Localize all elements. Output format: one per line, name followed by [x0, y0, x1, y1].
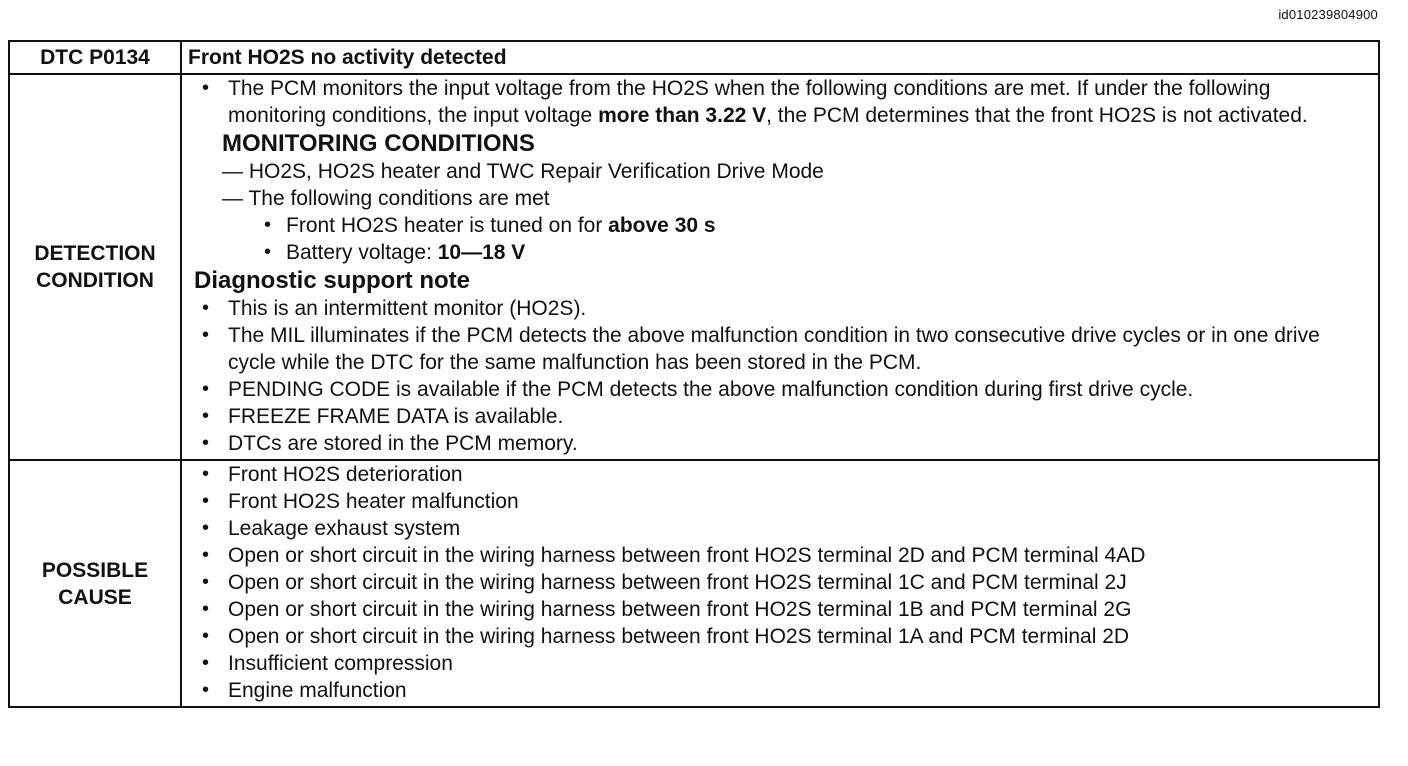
detection-label-line1: DETECTION: [34, 242, 156, 265]
dtc-title-cell: [181, 41, 1379, 74]
cause-item: • Front HO2S deterioration: [194, 461, 1368, 488]
cause-item: • Open or short circuit in the wiring harness between front HO2S terminal 1A and PCM terminal 2D: [194, 623, 1368, 650]
sub-condition: • Front HO2S heater is tuned on for above 30 s: [254, 212, 1368, 239]
table-header-row: [9, 41, 1379, 74]
sub-condition: • Battery voltage: 10—18 V: [254, 239, 1368, 266]
dtc-table: [8, 40, 1380, 708]
possible-cause-row: [9, 460, 1379, 707]
diagnostic-note-heading: Diagnostic support note: [194, 267, 470, 294]
voltage-threshold: more than 3.22 V: [598, 104, 767, 127]
document-id: id010239804900: [1278, 7, 1378, 22]
note-item: • PENDING CODE is available if the PCM detects the above malfunction condition during first drive cycle.: [194, 376, 1368, 403]
detection-intro: • The PCM monitors the input voltage from the HO2S when the following conditions are met. If under the following monitoring conditions, the input voltage more than 3.22 V, the PCM determines that the front HO2S is not activated.: [194, 75, 1368, 129]
detection-condition-row: [9, 74, 1379, 460]
dtc-code-cell: [9, 41, 181, 74]
cause-item: • Front HO2S heater malfunction: [194, 488, 1368, 515]
dtc-title: Front HO2S no activity detected: [188, 46, 507, 69]
cause-item: • Engine malfunction: [194, 677, 1368, 704]
note-item: • This is an intermittent monitor (HO2S).: [194, 295, 1368, 322]
cause-item: • Leakage exhaust system: [194, 515, 1368, 542]
cause-item: • Insufficient compression: [194, 650, 1368, 677]
dtc-code: DTC P0134: [40, 46, 150, 69]
cause-item: • Open or short circuit in the wiring harness between front HO2S terminal 1B and PCM terminal 2G: [194, 596, 1368, 623]
note-item: • DTCs are stored in the PCM memory.: [194, 430, 1368, 457]
possible-label-line1: POSSIBLE: [41, 558, 149, 582]
possible-label-line2: CAUSE: [58, 585, 132, 609]
cause-item: • Open or short circuit in the wiring harness between front HO2S terminal 2D and PCM terminal 4AD: [194, 542, 1368, 569]
detection-label-line2: CONDITION: [36, 269, 154, 292]
detection-condition-content: [181, 74, 1379, 460]
note-item: • FREEZE FRAME DATA is available.: [194, 403, 1368, 430]
dash-item: — HO2S, HO2S heater and TWC Repair Verification Drive Mode: [222, 160, 824, 183]
cause-item: • Open or short circuit in the wiring harness between front HO2S terminal 1C and PCM terminal 2J: [194, 569, 1368, 596]
possible-cause-label: [9, 460, 181, 707]
possible-cause-content: [181, 460, 1379, 707]
dash-item: — The following conditions are met: [222, 187, 550, 210]
monitoring-heading: MONITORING CONDITIONS: [222, 130, 535, 157]
note-item: • The MIL illuminates if the PCM detects the above malfunction condition in two consecutive drive cycles or in one drive cycle while the DTC for the same malfunction has been stored in the PCM.: [194, 322, 1368, 376]
detection-condition-label: [9, 74, 181, 460]
